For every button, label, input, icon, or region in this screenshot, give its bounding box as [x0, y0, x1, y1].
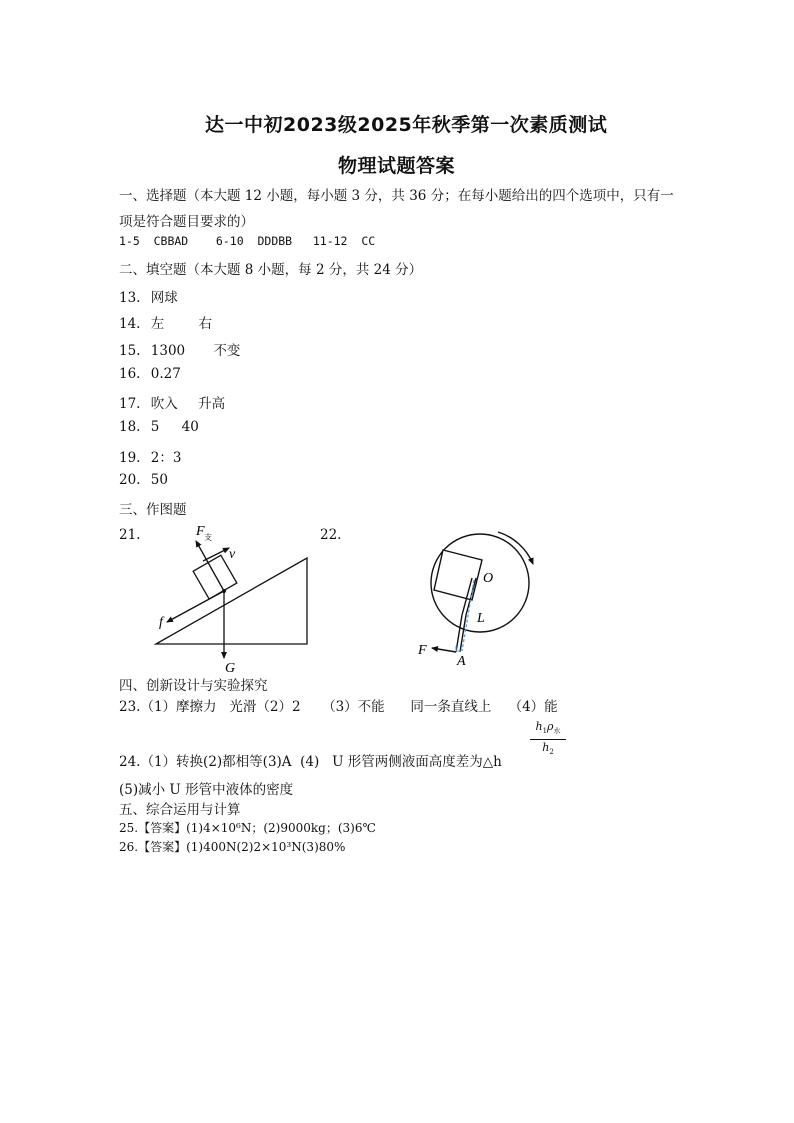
answer-num: 16.	[119, 366, 141, 382]
answer-19	[119, 446, 181, 466]
answer-a: 左	[150, 316, 165, 332]
answer-18	[119, 419, 199, 435]
answer-23: 23.（1）摩擦力 光滑（2）2 （3）不能 同一条直线上 （4）能	[119, 699, 558, 715]
q21-label: 21.	[119, 527, 141, 543]
label-v: v	[229, 547, 236, 562]
answer-25: 25.【答案】(1)4×10⁶N；(2)9000kg；(3)6℃	[119, 821, 376, 835]
section1-answers: 1-5 CBBAD 6-10 DDDBB 11-12 CC	[119, 234, 376, 248]
answer-26: 26.【答案】(1)400N(2)2×10³N(3)80%	[119, 840, 346, 854]
section3-heading: 三、作图题	[119, 502, 187, 518]
answer-num: 13.	[119, 290, 141, 306]
answer-a: 5	[150, 419, 160, 435]
answer-b: 右	[198, 316, 213, 332]
label-a: A	[457, 654, 466, 669]
answer-num: 20.	[119, 472, 141, 488]
answer-b: 升高	[198, 396, 226, 412]
incline-triangle	[156, 558, 307, 644]
answer-13	[119, 286, 178, 306]
q22-label: 22.	[320, 527, 342, 543]
label-f: f	[159, 615, 163, 630]
answer-a: 网球	[150, 290, 178, 306]
page-subtitle: 物理试题答案	[338, 155, 456, 177]
label-f-support-sub: 支	[204, 533, 212, 542]
label-f: F	[418, 643, 427, 658]
answer-a: 1300	[150, 343, 186, 359]
fraction-denominator: $h_2$	[542, 741, 554, 757]
answer-num: 14.	[119, 316, 141, 332]
section4-heading: 四、创新设计与实验探究	[119, 678, 268, 694]
answer-17	[119, 392, 225, 412]
label-f-support: F	[196, 524, 205, 539]
friction-arrow	[167, 591, 224, 622]
section1-heading-line1: 一、选择题（本大题 12 小题，每小题 3 分，共 36 分；在每小题给出的四个选项中，只有一	[119, 188, 674, 204]
label-o: O	[483, 571, 494, 586]
answer-24: 24.（1）转换(2)都相等(3)A (4) U 形管两侧液面高度差为△h	[119, 754, 502, 770]
force-f-arrow	[432, 648, 456, 652]
answer-24-part5: (5)减小 U 形管中液体的密度	[119, 782, 294, 798]
answer-a: 2：3	[150, 450, 182, 466]
answer-num: 15.	[119, 343, 141, 359]
answer-num: 17.	[119, 396, 141, 412]
fraction-numerator: $h_1\rho_水$	[535, 720, 561, 736]
label-l: L	[477, 611, 485, 626]
answer-20	[119, 472, 168, 488]
fraction	[530, 720, 566, 759]
answer-a: 吹入	[150, 396, 178, 412]
answer-15	[119, 339, 240, 359]
figure-21-incline-diagram	[140, 518, 320, 678]
answer-b: 40	[181, 419, 199, 435]
section1-heading-line2: 项是符合题目要求的）	[119, 214, 254, 230]
answer-b: 不变	[213, 343, 241, 359]
answer-num: 19.	[119, 450, 141, 466]
fraction-bar	[530, 739, 566, 740]
page-title: 达一中初2023级2025年秋季第一次素质测试	[205, 114, 608, 136]
answer-num: 18.	[119, 419, 141, 435]
section2-heading: 二、填空题（本大题 8 小题，每 2 分，共 24 分）	[119, 262, 423, 278]
section5-heading: 五、综合运用与计算	[119, 802, 241, 818]
answer-14	[119, 312, 212, 332]
figure-22-lever-diagram	[410, 520, 560, 670]
rotation-arrow	[498, 532, 533, 564]
answer-a: 50	[150, 472, 168, 488]
answer-a: 0.27	[150, 366, 181, 382]
answer-16	[119, 366, 181, 382]
label-g: G	[225, 661, 236, 676]
inner-square	[434, 550, 482, 600]
